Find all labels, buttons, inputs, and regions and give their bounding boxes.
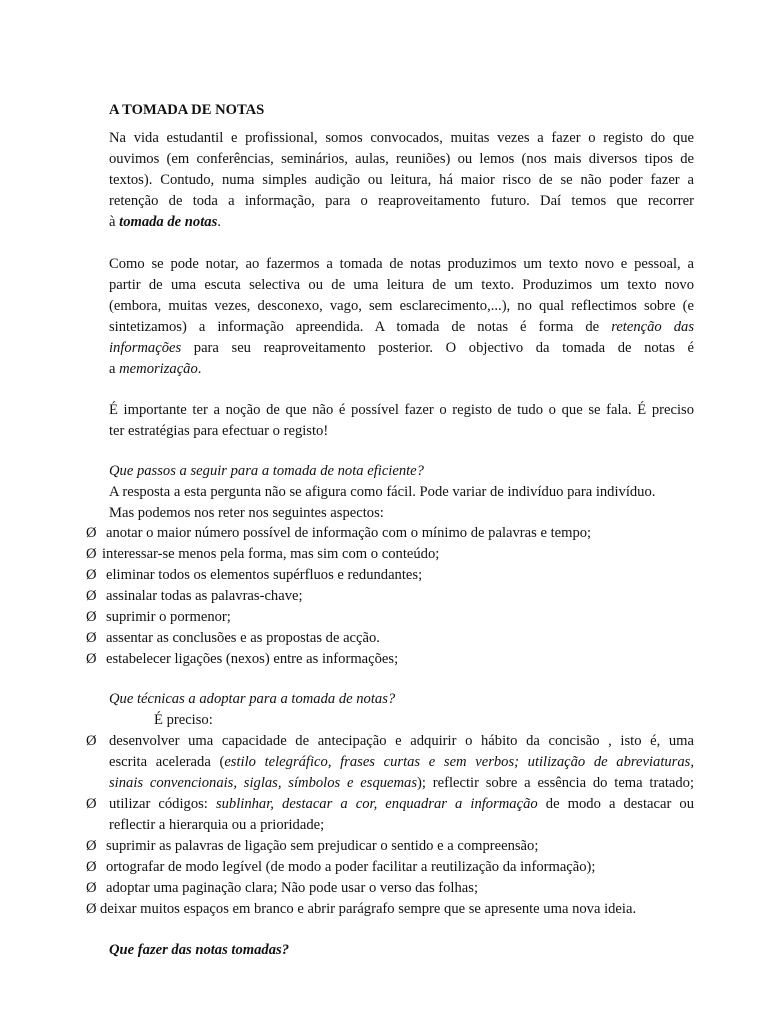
p2-line-2: partir de uma escuta selectiva ou de uma leitura de um texto. Produzimos um texto novo <box>109 277 694 293</box>
bullet-icon: Ø <box>86 525 97 541</box>
list-item: Ø interessar-se menos pela forma, mas sim com o conteúdo; <box>86 546 440 562</box>
technique-1-line-2: escrita acelerada (estilo telegráfico, frases curtas e sem verbos; utilização de abreviaturas, <box>109 754 694 770</box>
p3-line-2: ter estratégias para efectuar o registo! <box>109 423 329 439</box>
p1-line-4: retenção de toda a informação, para o reaproveitamento futuro. Daí temos que recorrer <box>109 193 694 209</box>
list-item: Ø eliminar todos os elementos supérfluos e redundantes; <box>86 567 423 583</box>
bullet-icon: Ø <box>86 796 97 812</box>
list-item: Ø assinalar todas as palavras-chave; <box>86 588 303 604</box>
list-item: Ø desenvolver uma capacidade de antecipação e adquirir o hábito da concisão , isto é, uma <box>86 733 694 749</box>
bullet-icon: Ø <box>86 838 97 854</box>
p2-line-4: sintetizamos) a informação apreendida. A tomada de notas é forma de retenção das <box>109 319 694 335</box>
bullet-icon: Ø <box>86 651 97 667</box>
p1-line-3: textos). Contudo, numa simples audição ou leitura, há maior risco de se não poder fazer a <box>109 172 694 188</box>
p1-line-1: Na vida estudantil e profissional, somos convocados, muitas vezes a fazer o registo do que <box>109 130 694 146</box>
technique-1-line-3: sinais convencionais, siglas, símbolos e esquemas); reflectir sobre a essência do tema tratado; <box>109 775 694 791</box>
p2-line-6: a memorização. <box>109 361 202 377</box>
p3-line-1: É importante ter a noção de que não é possível fazer o registo de tudo o que se fala. É preciso <box>109 402 694 418</box>
technique-2-line-2: reflectir a hierarquia ou a prioridade; <box>109 817 325 833</box>
q1-intro-line-2: Mas podemos nos reter nos seguintes aspectos: <box>109 505 384 521</box>
list-item: Ø ortografar de modo legível (de modo a poder facilitar a reutilização da informação); <box>86 859 596 875</box>
q1-intro-line-1: A resposta a esta pergunta não se afigura como fácil. Pode variar de indivíduo para indivíduo. <box>109 484 656 500</box>
list-item: Ø suprimir as palavras de ligação sem prejudicar o sentido e a compreensão; <box>86 838 539 854</box>
list-item: Ø suprimir o pormenor; <box>86 609 231 625</box>
p2-line-1: Como se pode notar, ao fazermos a tomada de notas produzimos um texto novo e pessoal, a <box>109 256 694 272</box>
bullet-icon: Ø <box>86 630 97 646</box>
p1-line-5: à tomada de notas. <box>109 214 221 230</box>
bullet-icon: Ø <box>86 588 97 604</box>
bullet-icon: Ø <box>86 733 97 749</box>
list-item: Ø adoptar uma paginação clara; Não pode usar o verso das folhas; <box>86 880 478 896</box>
tomada-de-notas-emphasis: tomada de notas <box>119 214 218 230</box>
list-item: Ø anotar o maior número possível de informação com o mínimo de palavras e tempo; <box>86 525 592 541</box>
bullet-icon: Ø <box>86 609 97 625</box>
q2-intro: É preciso: <box>154 712 213 728</box>
p2-line-5: informações para seu reaproveitamento posterior. O objectivo da tomada de notas é <box>109 340 694 356</box>
bullet-icon: Ø <box>86 546 97 562</box>
bullet-icon: Ø <box>86 859 97 875</box>
question-heading-2: Que técnicas a adoptar para a tomada de notas? <box>109 691 396 707</box>
list-item: Ø deixar muitos espaços em branco e abrir parágrafo sempre que se apresente uma nova ideia. <box>86 901 637 917</box>
list-item: Ø estabelecer ligações (nexos) entre as informações; <box>86 651 399 667</box>
bullet-icon: Ø <box>86 880 97 896</box>
question-heading-3: Que fazer das notas tomadas? <box>109 942 290 958</box>
p2-line-3: (embora, muitas vezes, desconexo, vago, sem esclarecimento,...), no qual reflectimos sobre (e <box>109 298 694 314</box>
list-item: Ø assentar as conclusões e as propostas de acção. <box>86 630 380 646</box>
document-title: A TOMADA DE NOTAS <box>109 102 265 118</box>
bullet-icon: Ø <box>86 567 97 583</box>
list-item: Ø utilizar códigos: sublinhar, destacar a cor, enquadrar a informação de modo a destacar ou <box>86 796 694 812</box>
question-heading-1: Que passos a seguir para a tomada de nota eficiente? <box>109 463 424 479</box>
p1-line-2: ouvimos (em conferências, seminários, aulas, reuniões) ou lemos (nos mais diversos tipos de <box>109 151 694 167</box>
bullet-icon: Ø <box>86 901 97 917</box>
